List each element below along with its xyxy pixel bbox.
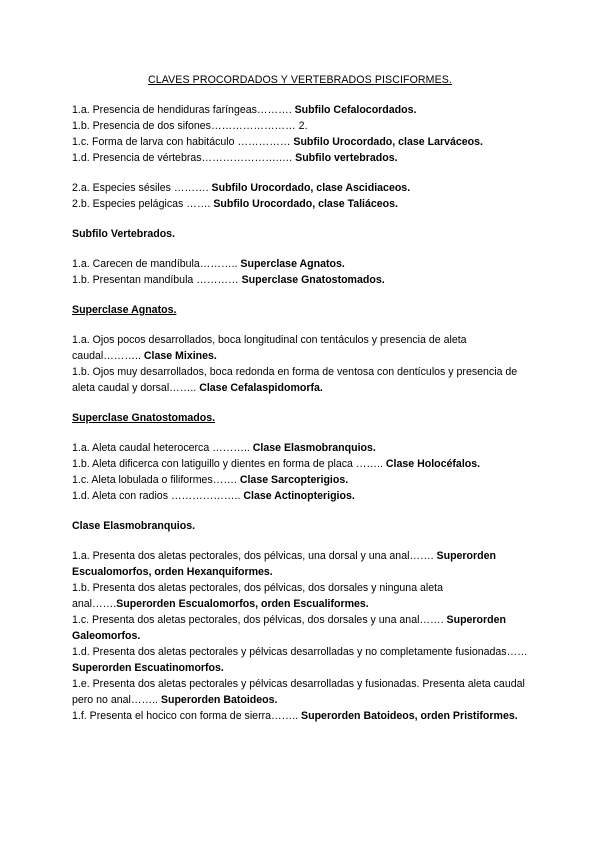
key-text: 1.b. Presenta dos aletas pectorales, dos pélvicas, dos dorsales y ninguna aleta anal……. — [72, 582, 444, 610]
key-result: Superorden Escualomorfos, orden Escualiformes. — [116, 598, 369, 610]
key-result: Superclase Agnatos. — [240, 258, 345, 270]
document-title: CLAVES PROCORDADOS Y VERTEBRADOS PISCIFORMES. — [148, 74, 452, 86]
section-heading: Superclase Gnatostomados. — [72, 412, 216, 424]
key-text: 2.b. Especies pelágicas ……. — [72, 198, 214, 210]
key-text: 1.a. Presenta dos aletas pectorales, dos pélvicas, una dorsal y una anal……. — [72, 550, 437, 562]
key-line — [72, 180, 532, 196]
key-line — [72, 440, 532, 456]
key-result: Subfilo Urocordado, clase Taliáceos. — [213, 198, 398, 210]
key-line — [72, 456, 532, 472]
key-text: 1.b. Presentan mandíbula ………… — [72, 274, 242, 286]
key-result: Clase Actinopterigios. — [243, 490, 355, 502]
key-line — [72, 272, 532, 288]
key-result: Subfilo Urocordado, clase Ascidiaceos. — [211, 182, 411, 194]
section-heading: Superclase Agnatos. — [72, 304, 177, 316]
key-line — [72, 708, 532, 724]
key-text: 1.b. Aleta dificerca con latiguillo y dientes en forma de placa …….. — [72, 458, 386, 470]
key-text: 1.a. Aleta caudal heterocerca ……….. — [72, 442, 253, 454]
key-result: Clase Elasmobranquios. — [252, 442, 376, 454]
key-result: Subfilo vertebrados. — [295, 152, 398, 164]
section-heading: Subfilo Vertebrados. — [72, 228, 176, 240]
key-line — [72, 196, 532, 212]
key-result: Superorden Escuatinomorfos. — [72, 662, 224, 674]
key-result: Clase Sarcopterigios. — [239, 474, 349, 486]
key-line — [72, 676, 532, 708]
key-text: 1.c. Presenta dos aletas pectorales, dos pélvicas, dos dorsales y una anal……. — [72, 614, 447, 626]
key-text: 1.b. Presencia de dos sifones…………………… 2. — [72, 120, 308, 132]
key-line — [72, 364, 532, 396]
key-line — [72, 612, 532, 644]
key-result: Superorden Galeomorfos. — [72, 614, 506, 642]
key-line — [72, 256, 532, 272]
key-line — [72, 580, 532, 612]
key-result: Superorden Batoideos. — [160, 694, 278, 706]
key-text: 1.d. Presenta dos aletas pectorales y pélvicas desarrolladas y no completamente fusionadas…… — [72, 646, 528, 658]
document-content — [72, 102, 532, 724]
key-line — [72, 644, 532, 676]
key-text: 1.a. Presencia de hendiduras faríngeas………. — [72, 104, 295, 116]
section-heading: Clase Elasmobranquios. — [72, 520, 196, 532]
key-line — [72, 134, 532, 150]
key-text: 1.a. Ojos pocos desarrollados, boca longitudinal con tentáculos y presencia de aleta caudal……….. — [72, 334, 467, 362]
key-text: 2.a. Especies sésiles ………. — [72, 182, 212, 194]
key-text: 1.d. Aleta con radios ……………….. — [72, 490, 244, 502]
key-text: 1.d. Presencia de vértebras………………….…. — [72, 152, 296, 164]
key-result: Superclase Gnatostomados. — [241, 274, 385, 286]
key-text: 1.a. Carecen de mandíbula……….. — [72, 258, 241, 270]
key-text: 1.e. Presenta dos aletas pectorales y pélvicas desarrolladas y fusionadas. Presenta aleta caudal pero no anal…….. — [72, 678, 525, 706]
key-result: Superorden Batoideos, orden Pristiformes. — [301, 710, 518, 722]
key-result: Superorden Escualomorfos, orden Hexanquiformes. — [72, 550, 496, 578]
key-result: Subfilo Urocordado, clase Larváceos. — [293, 136, 483, 148]
key-result: Clase Mixines. — [143, 350, 217, 362]
key-line — [72, 118, 532, 134]
key-text: 1.b. Ojos muy desarrollados, boca redonda en forma de ventosa con dentículos y presencia de aleta caudal y dorsal…….. — [72, 366, 518, 394]
key-result: Clase Cefalaspidomorfa. — [199, 382, 323, 394]
key-text: 1.c. Forma de larva con habitáculo …………… — [72, 136, 294, 148]
key-text: 1.c. Aleta lobulada o filiformes……. — [72, 474, 240, 486]
key-line — [72, 472, 532, 488]
key-line — [72, 150, 532, 166]
key-line — [72, 488, 532, 504]
key-result: Clase Holocéfalos. — [385, 458, 481, 470]
key-result: Subfilo Cefalocordados. — [294, 104, 417, 116]
key-line — [72, 548, 532, 580]
key-line — [72, 332, 532, 364]
key-text: 1.f. Presenta el hocico con forma de sierra…….. — [72, 710, 302, 722]
key-line — [72, 102, 532, 118]
